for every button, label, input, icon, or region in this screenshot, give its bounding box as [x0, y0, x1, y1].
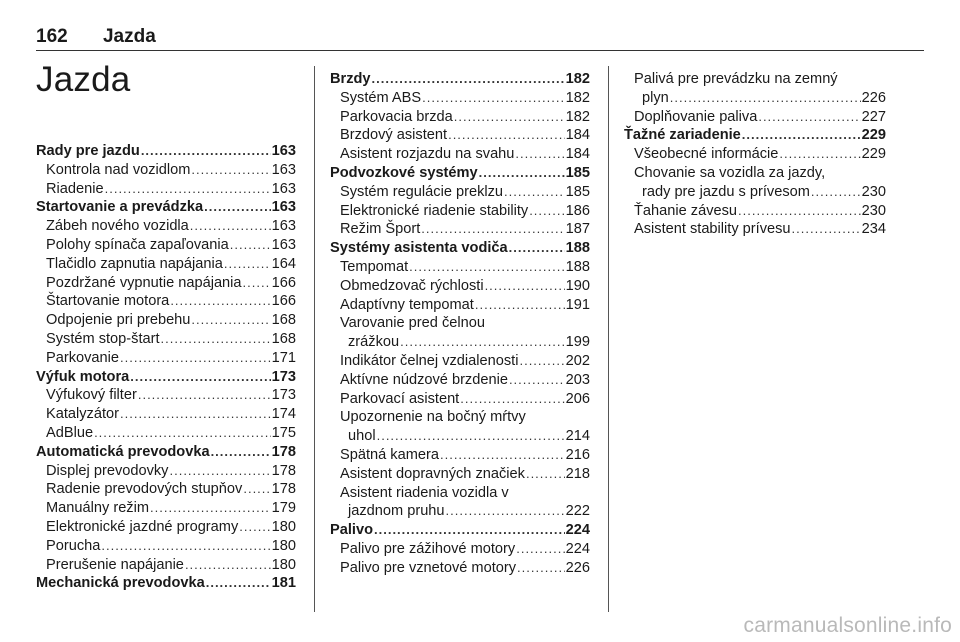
dot-leader	[758, 108, 860, 127]
toc-entry-title: Radenie prevodových stupňov	[46, 481, 243, 498]
toc-entry-title: Tlačidlo zapnutia napájania	[46, 255, 223, 272]
dot-leader	[120, 405, 271, 424]
dot-leader	[515, 145, 564, 164]
toc-entry-title: Elektronické riadenie stability	[340, 202, 529, 219]
toc-page-number: 163	[271, 180, 296, 197]
dot-leader	[105, 180, 271, 199]
toc-page-number: 164	[271, 255, 296, 272]
toc-entry-title: Všeobecné informácie	[634, 146, 779, 163]
toc-entry-title: Parkovací asistent	[340, 390, 460, 407]
toc-entry[interactable]	[330, 126, 590, 145]
toc-entry[interactable]	[330, 183, 590, 202]
toc-page-number: 190	[565, 277, 590, 294]
toc-page-number: 224	[565, 522, 590, 539]
header-rule	[36, 50, 924, 51]
toc-entry[interactable]	[36, 405, 296, 424]
toc-entry[interactable]	[36, 292, 296, 311]
toc-entry-title: Asistent rozjazdu na svahu	[340, 146, 515, 163]
toc-page-number: 199	[565, 334, 590, 351]
toc-entry[interactable]	[330, 446, 590, 465]
toc-entry[interactable]	[36, 311, 296, 330]
toc-page-number: 181	[271, 575, 296, 592]
toc-entry-title: Tempomat	[340, 258, 409, 275]
toc-entry[interactable]	[36, 330, 296, 349]
toc-entry-line: Upozornenie na bočný mŕtvy	[340, 409, 526, 426]
toc-entry[interactable]	[330, 465, 590, 484]
dot-leader	[130, 368, 270, 387]
column-divider	[314, 66, 315, 612]
toc-entry-title: Asistent stability prívesu	[634, 221, 791, 238]
toc-entry-title: AdBlue	[46, 424, 94, 441]
dot-leader	[243, 480, 270, 499]
dot-leader	[504, 183, 565, 202]
toc-entry[interactable]	[330, 502, 590, 521]
toc-entry[interactable]	[330, 333, 590, 352]
toc-column-1	[36, 142, 296, 593]
dot-leader	[191, 311, 270, 330]
dot-leader	[150, 499, 271, 518]
toc-entry-title: Výfuk motora	[36, 368, 130, 385]
toc-page-number: 206	[565, 390, 590, 407]
toc-entry-title: Startovanie a prevádzka	[36, 199, 204, 216]
dot-leader	[211, 443, 271, 462]
toc-entry[interactable]	[330, 427, 590, 446]
toc-page-number: 230	[861, 202, 886, 219]
toc-entry[interactable]	[330, 277, 590, 296]
toc-entry[interactable]	[330, 145, 590, 164]
toc-entry[interactable]	[624, 183, 886, 202]
toc-entry-title: Mechanická prevodovka	[36, 575, 205, 592]
toc-entry-title: Palivo	[330, 522, 373, 539]
toc-entry-title: Systémy asistenta vodiča	[330, 240, 508, 257]
toc-entry-title: Režim Šport	[340, 221, 421, 238]
toc-page-number: 229	[861, 146, 886, 163]
toc-page-number: 171	[271, 349, 296, 366]
toc-section[interactable]	[624, 126, 886, 145]
toc-entry[interactable]	[330, 202, 590, 221]
toc-entry[interactable]	[330, 108, 590, 127]
toc-page-number: 222	[565, 503, 590, 520]
toc-page-number: 203	[565, 371, 590, 388]
toc-page-number: 185	[565, 183, 590, 200]
toc-page-number: 188	[565, 258, 590, 275]
toc-page-number: 182	[565, 89, 590, 106]
toc-entry-title: Riadenie	[46, 180, 104, 197]
toc-entry-title: Obmedzovač rýchlosti	[340, 277, 484, 294]
toc-entry[interactable]	[330, 559, 590, 578]
toc-column-2	[330, 70, 590, 578]
toc-entry-line: Chovanie sa vozidla za jazdy,	[634, 164, 826, 181]
toc-entry-title: plyn	[642, 89, 669, 106]
toc-entry[interactable]	[36, 274, 296, 293]
dot-leader	[422, 89, 565, 108]
toc-entry-title: Systém ABS	[340, 89, 422, 106]
toc-page-number: 184	[565, 127, 590, 144]
toc-entry-title: Systém regulácie preklzu	[340, 183, 504, 200]
toc-entry[interactable]	[624, 108, 886, 127]
dot-leader	[421, 220, 564, 239]
dot-leader	[454, 108, 565, 127]
dot-leader	[509, 371, 565, 390]
toc-entry[interactable]	[330, 296, 590, 315]
toc-entry[interactable]	[36, 499, 296, 518]
toc-entry-title: jazdnom pruhu	[348, 503, 445, 520]
toc-page-number: 214	[565, 428, 590, 445]
toc-entry[interactable]	[36, 180, 296, 199]
toc-entry-title: Adaptívny tempomat	[340, 296, 474, 313]
dot-leader	[120, 349, 271, 368]
toc-page-number: 163	[271, 161, 296, 178]
dot-leader	[191, 161, 270, 180]
column-divider	[608, 66, 609, 612]
toc-page-number: 216	[565, 446, 590, 463]
toc-entry-title: Indikátor čelnej vzdialenosti	[340, 352, 519, 369]
toc-entry-title: Elektronické jazdné programy	[46, 518, 239, 535]
dot-leader	[138, 386, 271, 405]
toc-entry[interactable]	[624, 220, 886, 239]
dot-leader	[446, 502, 565, 521]
toc-entry-title: Spätná kamera	[340, 446, 439, 463]
toc-page-number: 182	[565, 71, 590, 87]
toc-entry-title: Katalyzátor	[46, 406, 120, 423]
toc-entry-title: Asistent dopravných značiek	[340, 465, 525, 482]
toc-section[interactable]	[36, 142, 296, 161]
toc-entry[interactable]	[36, 161, 296, 180]
toc-entry[interactable]	[330, 220, 590, 239]
toc-section[interactable]	[36, 574, 296, 593]
dot-leader	[230, 236, 271, 255]
toc-entry-title: Displej prevodovky	[46, 462, 169, 479]
toc-entry-title: rady pre jazdu s prívesom	[642, 183, 810, 200]
watermark: carmanualsonline.info	[743, 614, 952, 637]
toc-page-number: 229	[861, 127, 886, 144]
dot-leader	[475, 296, 565, 315]
toc-entry[interactable]	[36, 518, 296, 537]
toc-section[interactable]	[36, 443, 296, 462]
toc-entry-title: Prerušenie napájanie	[46, 556, 184, 573]
toc-page-number: 173	[271, 387, 296, 404]
toc-page-number: 234	[861, 221, 886, 238]
toc-page-number: 166	[271, 293, 296, 310]
dot-leader	[479, 164, 565, 183]
toc-page-number: 226	[861, 89, 886, 106]
dot-leader	[529, 202, 564, 221]
toc-entry[interactable]	[36, 462, 296, 481]
dot-leader	[526, 465, 565, 484]
toc-page-number: 163	[271, 218, 296, 235]
toc-section[interactable]	[330, 70, 590, 89]
toc-column-3	[624, 70, 886, 239]
toc-page-number: 175	[271, 424, 296, 441]
toc-entry[interactable]	[36, 236, 296, 255]
dot-leader	[517, 559, 565, 578]
toc-entry-title: Brzdový asistent	[340, 127, 448, 144]
dot-leader	[742, 126, 861, 145]
dot-leader	[400, 333, 565, 352]
toc-entry[interactable]	[624, 202, 886, 221]
toc-page-number: 174	[271, 406, 296, 423]
toc-page-number: 180	[271, 556, 296, 573]
toc-entry[interactable]	[330, 89, 590, 108]
toc-entry-title: Zábeh nového vozidla	[46, 218, 189, 235]
toc-page-number: 186	[565, 202, 590, 219]
dot-leader	[206, 574, 271, 593]
toc-entry[interactable]	[36, 424, 296, 443]
toc-entry-title: Podvozkové systémy	[330, 164, 478, 181]
toc-page-number: 163	[271, 143, 296, 159]
dot-leader	[448, 126, 565, 145]
toc-entry-title: Štartovanie motora	[46, 293, 170, 310]
dot-leader	[243, 274, 271, 293]
dot-leader	[792, 220, 861, 239]
toc-entry-title: Kontrola nad vozidlom	[46, 161, 191, 178]
toc-page-number: 179	[271, 500, 296, 517]
toc-entry[interactable]	[36, 386, 296, 405]
page-number: 162	[36, 26, 68, 47]
toc-entry-line: Varovanie pred čelnou	[340, 315, 485, 332]
dot-leader	[440, 446, 565, 465]
toc-page-number: 191	[565, 296, 590, 313]
toc-entry-title: Manuálny režim	[46, 500, 150, 517]
dot-leader	[94, 424, 271, 443]
dot-leader	[519, 352, 564, 371]
dot-leader	[204, 198, 271, 217]
toc-entry[interactable]	[624, 89, 886, 108]
toc-page-number: 185	[565, 164, 590, 181]
toc-entry-title: Brzdy	[330, 71, 371, 87]
running-title: Jazda	[102, 26, 156, 47]
toc-page-number: 226	[565, 559, 590, 576]
toc-entry[interactable]	[36, 217, 296, 236]
toc-page-number: 182	[565, 108, 590, 125]
toc-entry-title: Palivo pre zážihové motory	[340, 540, 516, 557]
toc-entry-title: Parkovacia brzda	[340, 108, 453, 125]
toc-page-number: 187	[565, 221, 590, 238]
toc-entry[interactable]	[36, 480, 296, 499]
toc-entry-title: Systém stop-štart	[46, 330, 160, 347]
toc-entry-title: Palivo pre vznetové motory	[340, 559, 517, 576]
dot-leader	[161, 330, 271, 349]
toc-entry[interactable]	[36, 349, 296, 368]
toc-page-number: 166	[271, 274, 296, 291]
dot-leader	[509, 239, 565, 258]
toc-entry-title: Porucha	[46, 537, 101, 554]
toc-page-number: 168	[271, 330, 296, 347]
toc-section[interactable]	[36, 198, 296, 217]
toc-page-number: 180	[271, 537, 296, 554]
toc-entry-title: Ťažné zariadenie	[624, 127, 741, 144]
toc-entry-title: zrážkou	[348, 334, 400, 351]
dot-leader	[185, 556, 271, 575]
toc-page-number: 230	[861, 183, 886, 200]
toc-entry-title: uhol	[348, 428, 376, 445]
toc-entry-title: Výfukový filter	[46, 387, 137, 404]
dot-leader	[170, 292, 270, 311]
dot-leader	[670, 89, 861, 108]
toc-page-number: 163	[271, 236, 296, 253]
toc-entry[interactable]	[330, 390, 590, 409]
toc-page-number: 178	[271, 481, 296, 498]
chapter-heading: Jazda	[36, 60, 131, 99]
toc-page-number: 202	[565, 352, 590, 369]
dot-leader	[239, 518, 270, 537]
toc-page-number: 227	[861, 108, 886, 125]
toc-entry-title: Doplňovanie paliva	[634, 108, 758, 125]
toc-page-number: 178	[271, 443, 296, 460]
toc-entry-line: Palivá pre prevádzku na zemný	[634, 71, 838, 87]
toc-entry[interactable]	[330, 540, 590, 559]
dot-leader	[460, 390, 564, 409]
toc-page-number: 180	[271, 518, 296, 535]
dot-leader	[738, 202, 861, 221]
dot-leader	[485, 277, 565, 296]
dot-leader	[372, 70, 565, 89]
dot-leader	[224, 255, 271, 274]
dot-leader	[779, 145, 860, 164]
toc-entry-title: Parkovanie	[46, 349, 120, 366]
toc-entry-line: Asistent riadenia vozidla v	[340, 484, 509, 501]
toc-entry-title: Polohy spínača zapaľovania	[46, 236, 229, 253]
toc-entry[interactable]	[330, 352, 590, 371]
dot-leader	[516, 540, 564, 559]
toc-section[interactable]	[330, 164, 590, 183]
toc-entry-title: Ťahanie závesu	[634, 202, 738, 219]
toc-page-number: 173	[271, 368, 296, 385]
toc-section[interactable]	[36, 368, 296, 387]
toc-page-number: 184	[565, 146, 590, 163]
toc-page-number: 178	[271, 462, 296, 479]
dot-leader	[141, 142, 271, 161]
toc-entry-title: Automatická prevodovka	[36, 443, 210, 460]
dot-leader	[374, 521, 565, 540]
toc-entry-title: Rady pre jazdu	[36, 143, 140, 159]
dot-leader	[377, 427, 565, 446]
toc-section[interactable]	[330, 521, 590, 540]
dot-leader	[190, 217, 271, 236]
toc-entry[interactable]	[36, 255, 296, 274]
toc-page-number: 168	[271, 312, 296, 329]
toc-entry-title: Aktívne núdzové brzdenie	[340, 371, 508, 388]
running-header	[36, 26, 156, 48]
toc-entry-title: Odpojenie pri prebehu	[46, 312, 191, 329]
dot-leader	[409, 258, 565, 277]
toc-page-number: 163	[271, 199, 296, 216]
toc-page-number: 188	[565, 240, 590, 257]
toc-entry[interactable]	[624, 145, 886, 164]
toc-page-number: 218	[565, 465, 590, 482]
dot-leader	[169, 462, 270, 481]
toc-entry[interactable]	[36, 556, 296, 575]
toc-entry[interactable]	[330, 371, 590, 390]
toc-entry-title: Pozdržané vypnutie napájania	[46, 274, 242, 291]
toc-page-number: 224	[565, 540, 590, 557]
toc-entry[interactable]	[330, 258, 590, 277]
dot-leader	[811, 183, 861, 202]
toc-section[interactable]	[330, 239, 590, 258]
dot-leader	[101, 537, 270, 556]
toc-entry[interactable]	[36, 537, 296, 556]
